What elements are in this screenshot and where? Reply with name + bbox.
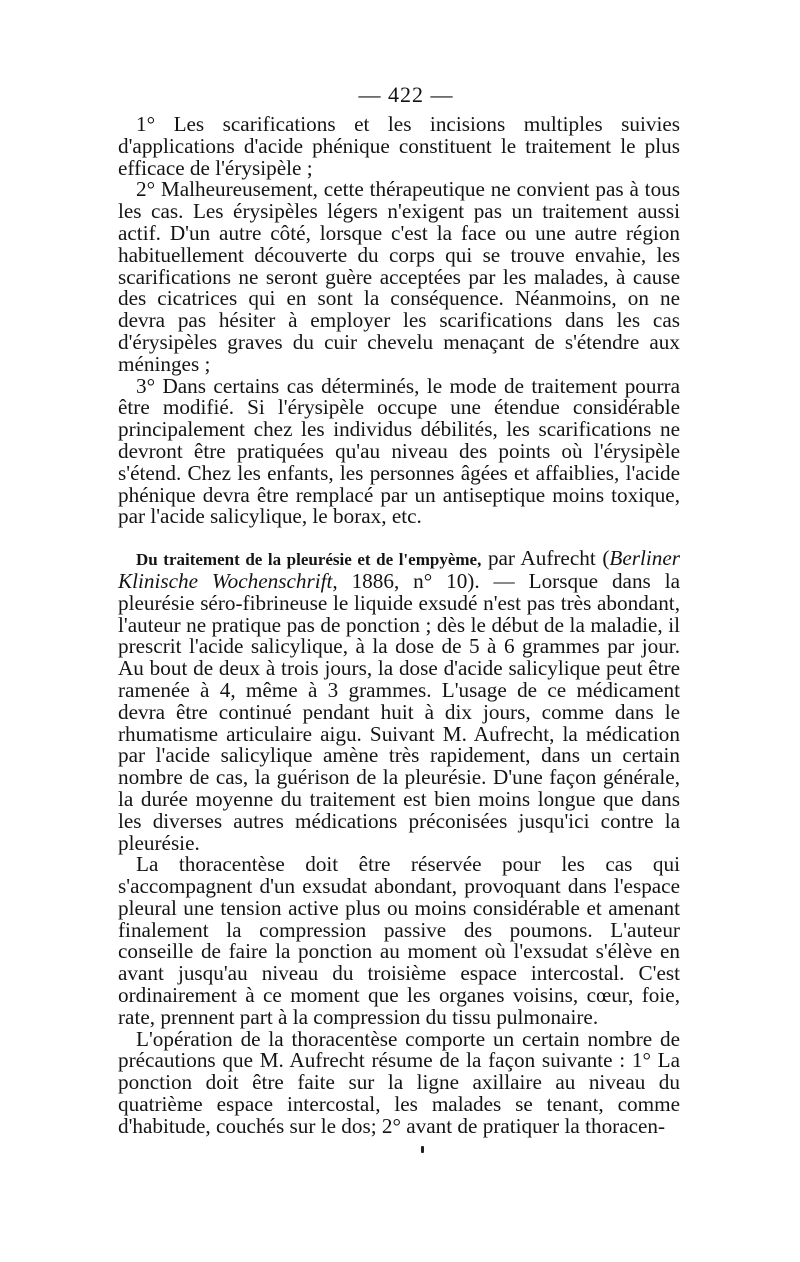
thoracentese-paragraph: La thoracentèse doit être réservée pour les cas qui s'accompagnent d'un exsudat abondant, provoquant dans l'espace pleural une tension active plus ou moins considérable et amenant finalement la compression passive des poumons. L'auteur conseille de faire la ponction au moment où l'exsudat s'élève en avant jusqu'au niveau du troisième espace intercostal. C'est ordinairement à ce moment que les organes voisins, cœur, foie, rate, prennent part à la compression du tissu pulmonaire.: [118, 852, 680, 1029]
operation-paragraph: L'opération de la thoracentèse comporte un certain nombre de précautions que M. Aufrecht résume de la façon suivante : 1° La ponction doit être faite sur la ligne axillaire au niveau du quatrième espace intercostal, les malades se tenant, comme d'habitude, couchés sur le dos; 2° avant de pratiquer la thoracen-: [118, 1026, 680, 1138]
article-author: par Aufrecht (: [481, 546, 610, 571]
conclusion-item-1: 1° Les scarifications et les incisions multiples suivies d'applications d'acide phénique constituent le traitement le plus efficace de l'érysipèle ;: [118, 112, 680, 180]
article-citation: , 1886, n° 10).: [332, 568, 480, 593]
conclusion-item-3: 3° Dans certains cas déterminés, le mode de traitement pourra être modifié. Si l'érysipèle occupe une étendue considérable principalement chez les individus débilités, les scarifications ne devront être pratiquées qu'au niveau des points où l'érysipèle s'étend. Chez les enfants, les personnes âgées et affaiblies, l'acide phénique devra être remplacé par un antiseptique moins toxique, par l'acide salicylique, le borax, etc.: [118, 373, 680, 529]
page-number: — 422 —: [358, 82, 454, 107]
conclusion-item-2: 2° Malheureusement, cette thérapeutique ne convient pas à tous les cas. Les érysipèles légers n'exigent pas un traitement aussi actif. D'un autre côté, lorsque c'est la face ou une autre région habituellement découverte du corps qui se trouve envahie, les scarifications ne seront guère acceptées par les malades, à cause des cicatrices qui en sont la conséquence. Néanmoins, on ne devra pas hésiter à employer les scarifications dans les cas d'érysipèles graves du cuir chevelu menaçant de s'étendre aux méninges ;: [118, 177, 680, 376]
article-body: — Lorsque dans la pleurésie séro-fibrineuse le liquide exsudé n'est pas très abondant, l'auteur ne pratique pas de ponction ; dès le début de la maladie, il prescrit l'acide salicylique, à la dose de 5 à 6 grammes par jour. Au bout de deux à trois jours, la dose d'acide salicylique peut être ramenée à 4, même à 3 grammes. L'usage de ce médicament devra être continué pendant huit à dix jours, comme dans le rhumatisme articulaire aigu. Suivant M. Aufrecht, la médication par l'acide salicylique amène très rapidement, dans un certain nombre de cas, la guérison de la pleurésie. D'une façon générale, la durée moyenne du traitement est bien moins longue que dans les diverses autres médications préconisées jusqu'ici contre la pleurésie.: [118, 568, 680, 855]
print-speck: [421, 1146, 424, 1153]
article-paragraph: [118, 548, 680, 854]
page-body: [118, 82, 680, 1138]
article-heading: Du traitement de la pleurésie et de l'empyème,: [136, 550, 482, 570]
article-journal: Berliner Klinische Wochenschrift: [118, 546, 680, 593]
